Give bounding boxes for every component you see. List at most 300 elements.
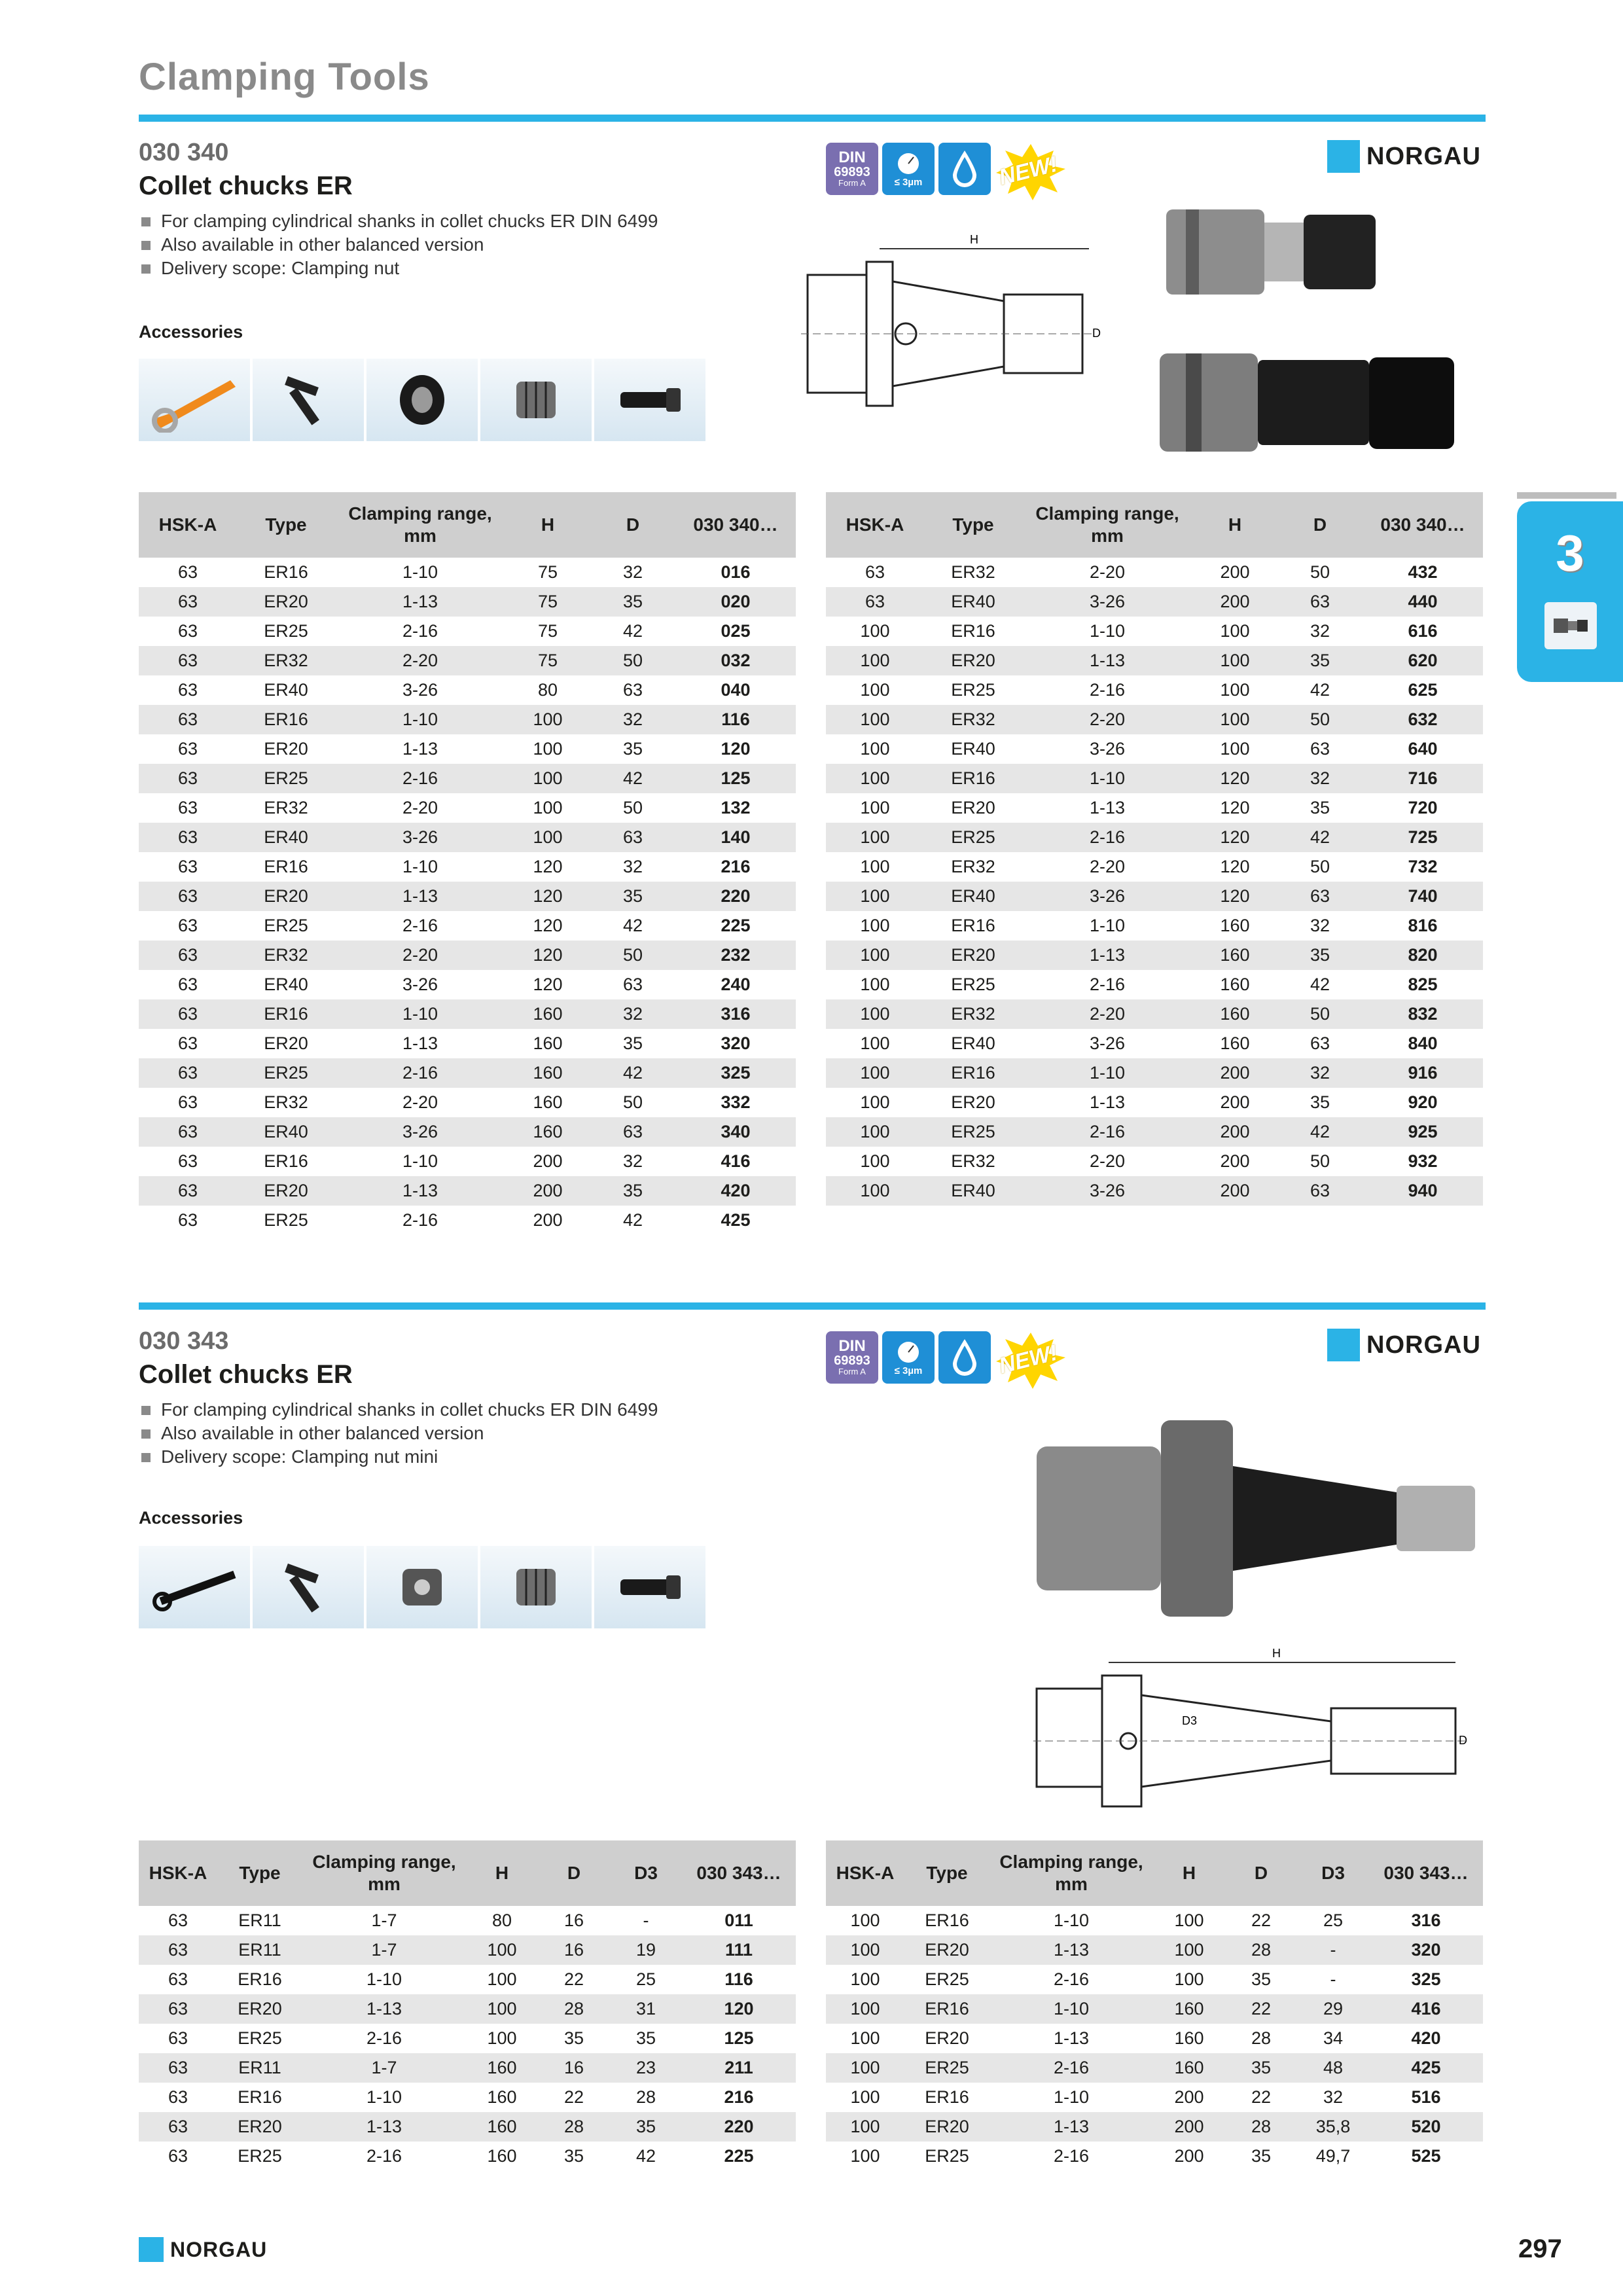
table-cell: 160: [1220, 916, 1250, 935]
table-cell: 2-20: [1089, 1151, 1126, 1171]
table-cell: 100: [860, 621, 890, 641]
table-cell: 2-20: [1089, 857, 1126, 876]
table-cell: 63: [139, 1994, 217, 2024]
order-code-cell: 325: [675, 1058, 796, 1088]
table-cell: 100: [860, 1033, 890, 1053]
collet-icon[interactable]: [480, 1546, 592, 1628]
table-cell: 160: [533, 1033, 563, 1053]
table-cell: 2-16: [1022, 1117, 1192, 1147]
order-code-cell: 516: [1411, 2087, 1441, 2107]
column-header: 030 340…: [675, 492, 796, 558]
product-photo: [1160, 196, 1382, 311]
column-header: 030 340…: [1363, 492, 1483, 558]
table-cell: 2-20: [335, 941, 505, 970]
table-cell: 35: [563, 2146, 584, 2166]
table-cell: 63: [177, 562, 198, 582]
feature-list: [139, 1398, 658, 1469]
table-cell: -: [1297, 1935, 1369, 1965]
table-row: [139, 734, 796, 764]
column-header: HSK-A: [826, 1840, 904, 1906]
section-title: Collet chucks ER: [139, 171, 353, 200]
table-cell: ER25: [924, 1117, 1022, 1147]
order-code-cell: 032: [675, 646, 796, 675]
table-row: [139, 646, 796, 675]
table-cell: 1-13: [1022, 646, 1192, 675]
order-code-cell: 320: [1369, 1935, 1483, 1965]
table-cell: 1-10: [990, 1994, 1153, 2024]
column-header: H: [1192, 492, 1277, 558]
section-code: 030 340: [139, 139, 229, 166]
table-cell: 63: [139, 646, 237, 675]
pull-stud-icon[interactable]: [594, 359, 705, 441]
table-cell: 100: [487, 2028, 517, 2048]
table-cell: ER32: [264, 1092, 308, 1112]
table-cell: 63: [168, 2028, 188, 2048]
table-row: [139, 1176, 796, 1206]
column-header: D: [538, 1840, 610, 1906]
table-cell: 16: [538, 2053, 610, 2083]
order-code-cell: 316: [1411, 1910, 1441, 1930]
order-code-cell: 940: [1363, 1176, 1483, 1206]
table-cell: 63: [590, 1117, 675, 1147]
table-cell: 42: [622, 621, 643, 641]
chapter-number: 3: [1556, 524, 1584, 582]
table-cell: 50: [622, 1092, 643, 1112]
table-cell: 22: [563, 2087, 584, 2107]
table-cell: 160: [1220, 975, 1250, 994]
table-row: [139, 1088, 796, 1117]
table-cell: ER32: [951, 857, 995, 876]
table-cell: 28: [538, 1994, 610, 2024]
table-cell: 32: [1310, 621, 1330, 641]
feature-item: Delivery scope: Clamping nut: [139, 257, 658, 280]
table-row: [826, 882, 1483, 911]
table-row: [139, 2053, 796, 2083]
column-header: D: [590, 492, 675, 558]
table-cell: 100: [466, 1935, 538, 1965]
table-cell: 80: [491, 1910, 512, 1930]
wrench-icon[interactable]: [139, 1546, 250, 1628]
table-cell: 2-16: [366, 2146, 402, 2166]
table-cell: 100: [1220, 739, 1250, 759]
table-cell: 3-26: [1022, 587, 1192, 617]
table-cell: 63: [622, 680, 643, 700]
order-code-cell: 125: [675, 764, 796, 793]
table-cell: 32: [622, 857, 643, 876]
table-cell: 200: [1220, 1092, 1250, 1112]
table-cell: 100: [850, 1969, 880, 1989]
table-cell: 1-13: [1089, 1092, 1126, 1112]
table-cell: ER25: [238, 2028, 282, 2048]
table-cell: 35: [610, 2112, 682, 2142]
table-cell: 160: [1174, 2028, 1204, 2048]
table-cell: 63: [590, 823, 675, 852]
t-key-icon[interactable]: [253, 359, 364, 441]
table-row: [139, 999, 796, 1029]
table-cell: 19: [610, 1935, 682, 1965]
table-row: [826, 675, 1483, 705]
table-cell: ER32: [924, 705, 1022, 734]
table-row: [826, 646, 1483, 675]
column-header: Type: [217, 1840, 302, 1906]
table-cell: 32: [622, 562, 643, 582]
table-cell: 75: [537, 621, 558, 641]
table-cell: 29: [1297, 1994, 1369, 2024]
table-cell: 50: [1310, 1151, 1330, 1171]
table-cell: 63: [168, 1969, 188, 1989]
table-cell: 100: [860, 798, 890, 817]
table-cell: 2-16: [990, 2053, 1153, 2083]
table-cell: 63: [1310, 739, 1330, 759]
table-row: [826, 970, 1483, 999]
collet-icon[interactable]: [480, 359, 592, 441]
table-cell: ER25: [925, 1969, 969, 1989]
table-cell: 28: [1251, 2028, 1272, 2048]
table-row: [139, 558, 796, 587]
order-code-cell: 920: [1408, 1092, 1438, 1112]
table-cell: ER16: [951, 916, 995, 935]
table-cell: ER20: [924, 941, 1022, 970]
table-row: [139, 793, 796, 823]
table-cell: 1-10: [366, 1969, 402, 1989]
table-row: [826, 734, 1483, 764]
table-cell: 50: [1277, 705, 1363, 734]
table-cell: 32: [1277, 764, 1363, 793]
table-cell: 120: [533, 857, 563, 876]
table-cell: 75: [537, 562, 558, 582]
order-code-cell: 425: [1369, 2053, 1483, 2083]
table-cell: 42: [1310, 680, 1330, 700]
table-cell: 63: [139, 882, 237, 911]
table-cell: 1-13: [302, 2112, 466, 2142]
table-row: [139, 2024, 796, 2053]
t-key-icon[interactable]: [253, 1546, 364, 1628]
table-cell: 2-16: [402, 621, 438, 641]
table-cell: ER11: [217, 1935, 302, 1965]
badge-group: [826, 143, 1067, 202]
column-header: Type: [237, 492, 335, 558]
table-cell: 35: [622, 739, 643, 759]
table-row: [139, 705, 796, 734]
table-row: [826, 1058, 1483, 1088]
table-cell: 160: [1192, 941, 1277, 970]
order-code-cell: 040: [721, 680, 751, 700]
table-cell: 100: [826, 1058, 924, 1088]
table-cell: 63: [177, 857, 198, 876]
table-cell: ER16: [925, 1910, 969, 1930]
table-cell: ER20: [951, 798, 995, 817]
table-cell: 120: [1192, 764, 1277, 793]
feature-item: Also available in other balanced version: [139, 233, 658, 257]
table-cell: 1-13: [990, 1935, 1153, 1965]
din-badge: DIN 69893 Form A: [826, 143, 878, 195]
table-cell: 100: [826, 1176, 924, 1206]
side-tab-line: [1517, 492, 1616, 499]
table-cell: 63: [139, 705, 237, 734]
table-row: [826, 1117, 1483, 1147]
column-header: HSK-A: [139, 492, 237, 558]
table-cell: 35: [635, 2028, 656, 2048]
order-code-cell: 925: [1363, 1117, 1483, 1147]
table-cell: 1-13: [1053, 2028, 1090, 2048]
column-header: Type: [924, 492, 1022, 558]
precision-badge: ≤ 3µm: [882, 143, 935, 195]
table-cell: 1-13: [335, 587, 505, 617]
table-cell: 100: [850, 2028, 880, 2048]
column-header: D3: [610, 1840, 682, 1906]
technical-drawing: [794, 229, 1109, 416]
table-cell: 200: [505, 1176, 590, 1206]
order-code-cell: 020: [675, 587, 796, 617]
order-code-cell: 025: [721, 621, 751, 641]
table-cell: 1-10: [335, 705, 505, 734]
table-cell: 22: [563, 1969, 584, 1989]
title-rule: [139, 115, 1486, 122]
order-code-cell: 316: [675, 999, 796, 1029]
column-header: H: [505, 492, 590, 558]
table-cell: 3-26: [335, 823, 505, 852]
table-cell: 100: [850, 1910, 880, 1930]
order-code-cell: 120: [721, 739, 751, 759]
brand-square-icon: [1327, 1329, 1360, 1361]
table-cell: 63: [139, 1935, 217, 1965]
table-cell: ER40: [264, 975, 308, 994]
table-cell: 31: [610, 1994, 682, 2024]
table-cell: 160: [466, 2053, 538, 2083]
table-row: [139, 1965, 796, 1994]
table-row: [139, 675, 796, 705]
table-cell: 48: [1297, 2053, 1369, 2083]
order-code-cell: 932: [1408, 1151, 1438, 1171]
table-cell: 35: [1225, 2053, 1297, 2083]
table-row: [826, 1088, 1483, 1117]
order-code-cell: 120: [682, 1994, 796, 2024]
table-cell: 1-10: [402, 1151, 438, 1171]
table-cell: 200: [1192, 1117, 1277, 1147]
table-cell: 63: [177, 1210, 198, 1230]
column-header: Clamping range, mm: [302, 1840, 466, 1906]
brand-logo: NORGAU: [1327, 1329, 1481, 1361]
data-table-right: [826, 492, 1483, 1206]
table-row: [139, 852, 796, 882]
column-header: Clamping range, mm: [335, 492, 505, 558]
order-code-cell: 240: [721, 975, 751, 994]
table-cell: 32: [1323, 2087, 1344, 2107]
table-cell: 32: [1310, 916, 1330, 935]
table-cell: 100: [1192, 705, 1277, 734]
table-cell: ER32: [924, 999, 1022, 1029]
table-cell: 2-16: [1053, 1969, 1090, 1989]
table-cell: 100: [505, 823, 590, 852]
clamping-nut-icon[interactable]: [366, 359, 478, 441]
order-code-cell: 632: [1363, 705, 1483, 734]
table-row: [826, 2142, 1483, 2171]
table-cell: ER16: [925, 2087, 969, 2107]
clamping-nut-icon[interactable]: [366, 1546, 478, 1628]
table-cell: 63: [177, 798, 198, 817]
table-cell: 2-20: [335, 646, 505, 675]
table-cell: 23: [610, 2053, 682, 2083]
table-cell: 200: [1192, 587, 1277, 617]
table-cell: 2-16: [1053, 2146, 1090, 2166]
table-cell: 63: [177, 975, 198, 994]
table-cell: ER32: [264, 798, 308, 817]
table-cell: 28: [538, 2112, 610, 2142]
table-cell: 63: [139, 1176, 237, 1206]
table-row: [826, 764, 1483, 793]
table-cell: 35: [1277, 646, 1363, 675]
table-cell: 63: [1277, 1176, 1363, 1206]
table-cell: 3-26: [402, 680, 438, 700]
table-row: [826, 793, 1483, 823]
table-cell: ER25: [264, 1210, 308, 1230]
din-badge: DIN 69893 Form A: [826, 1331, 878, 1384]
svg-text:D: D: [1459, 1734, 1467, 1747]
table-cell: 1-13: [990, 2112, 1153, 2142]
table-cell: 160: [505, 1117, 590, 1147]
table-cell: 35: [1251, 2146, 1272, 2166]
table-row: [139, 617, 796, 646]
wrench-icon[interactable]: [139, 359, 250, 441]
order-code-cell: 825: [1408, 975, 1438, 994]
order-code-cell: 725: [1363, 823, 1483, 852]
table-cell: 120: [533, 916, 563, 935]
table-cell: 200: [1220, 562, 1250, 582]
table-cell: 160: [487, 2146, 517, 2166]
table-cell: ER20: [237, 1176, 335, 1206]
table-cell: 100: [826, 705, 924, 734]
table-cell: 3-26: [1089, 1033, 1126, 1053]
table-cell: ER32: [237, 941, 335, 970]
column-header: Clamping range, mm: [990, 1840, 1153, 1906]
table-cell: 1-10: [402, 562, 438, 582]
table-row: [826, 558, 1483, 587]
order-code-cell: 625: [1408, 680, 1438, 700]
table-cell: ER16: [924, 1058, 1022, 1088]
table-cell: ER25: [904, 2053, 990, 2083]
table-cell: 32: [590, 705, 675, 734]
table-cell: ER20: [904, 1935, 990, 1965]
table-cell: 63: [177, 680, 198, 700]
table-cell: 1-13: [335, 1176, 505, 1206]
table-cell: 100: [826, 1935, 904, 1965]
table-cell: 160: [505, 999, 590, 1029]
table-cell: ER32: [951, 562, 995, 582]
table-cell: 63: [139, 1058, 237, 1088]
table-cell: ER20: [217, 2112, 302, 2142]
table-cell: 160: [533, 1092, 563, 1112]
table-cell: 2-20: [1022, 999, 1192, 1029]
column-header: H: [1153, 1840, 1225, 1906]
table-cell: 100: [860, 857, 890, 876]
table-cell: 100: [860, 739, 890, 759]
table-cell: ER40: [924, 882, 1022, 911]
order-code-cell: 616: [1408, 621, 1438, 641]
table-cell: ER16: [951, 621, 995, 641]
table-cell: 120: [1192, 882, 1277, 911]
table-cell: 200: [1192, 1176, 1277, 1206]
table-cell: ER16: [264, 562, 308, 582]
table-row: [826, 1935, 1483, 1965]
feature-list: [139, 209, 658, 280]
table-cell: 100: [860, 680, 890, 700]
table-cell: 1-10: [1089, 916, 1126, 935]
accessories-row: [139, 359, 705, 441]
order-code-cell: 340: [675, 1117, 796, 1147]
table-cell: 100: [850, 2087, 880, 2107]
table-cell: 100: [860, 1092, 890, 1112]
new-badge: NEW!: [995, 143, 1067, 202]
table-cell: ER40: [264, 680, 308, 700]
table-cell: 100: [505, 764, 590, 793]
table-cell: 1-10: [335, 999, 505, 1029]
table-cell: 100: [826, 882, 924, 911]
product-photo: [1030, 1407, 1482, 1633]
column-header: HSK-A: [139, 1840, 217, 1906]
table-cell: 1-13: [302, 1994, 466, 2024]
order-code-cell: 420: [1411, 2028, 1441, 2048]
table-cell: 35: [590, 1176, 675, 1206]
table-cell: 200: [533, 1151, 563, 1171]
table-cell: 2-20: [1089, 562, 1126, 582]
table-cell: 50: [622, 798, 643, 817]
table-cell: 120: [1192, 823, 1277, 852]
table-cell: 35: [1310, 1092, 1330, 1112]
order-code-cell: 140: [675, 823, 796, 852]
precision-badge: ≤ 3µm: [882, 1331, 935, 1384]
table-cell: 100: [1220, 621, 1250, 641]
table-cell: ER16: [238, 1969, 282, 1989]
table-cell: 63: [168, 1910, 188, 1930]
table-cell: 63: [865, 562, 885, 582]
table-cell: 75: [505, 587, 590, 617]
table-cell: 2-20: [402, 1092, 438, 1112]
feature-item: For clamping cylindrical shanks in collet chucks ER DIN 6499: [139, 1398, 658, 1422]
table-cell: 1-13: [1022, 941, 1192, 970]
table-cell: 100: [826, 2112, 904, 2142]
table-row: [826, 1906, 1483, 1935]
table-row: [139, 2142, 796, 2171]
table-cell: 63: [139, 941, 237, 970]
order-code-cell: 116: [724, 1969, 753, 1989]
table-cell: ER40: [951, 1033, 995, 1053]
table-cell: ER25: [925, 2146, 969, 2166]
table-cell: ER20: [237, 882, 335, 911]
order-code-cell: 216: [724, 2087, 754, 2107]
table-cell: 50: [1310, 562, 1330, 582]
order-code-cell: 640: [1408, 739, 1438, 759]
accessories-title: Accessories: [139, 322, 243, 342]
table-cell: 63: [139, 764, 237, 793]
feature-item: For clamping cylindrical shanks in collet chucks ER DIN 6499: [139, 209, 658, 233]
table-cell: 63: [177, 1151, 198, 1171]
table-cell: 35: [1277, 941, 1363, 970]
table-cell: 120: [505, 941, 590, 970]
table-cell: 42: [635, 2146, 656, 2166]
table-row: [826, 617, 1483, 646]
table-cell: ER40: [951, 739, 995, 759]
pull-stud-icon[interactable]: [594, 1546, 705, 1628]
table-cell: ER16: [264, 857, 308, 876]
table-cell: 100: [1192, 646, 1277, 675]
table-cell: ER25: [951, 680, 995, 700]
table-cell: 42: [1277, 1117, 1363, 1147]
section-rule: [139, 1302, 1486, 1310]
table-cell: 63: [177, 621, 198, 641]
order-code-cell: 132: [721, 798, 751, 817]
table-cell: 63: [177, 916, 198, 935]
table-cell: 100: [533, 739, 563, 759]
